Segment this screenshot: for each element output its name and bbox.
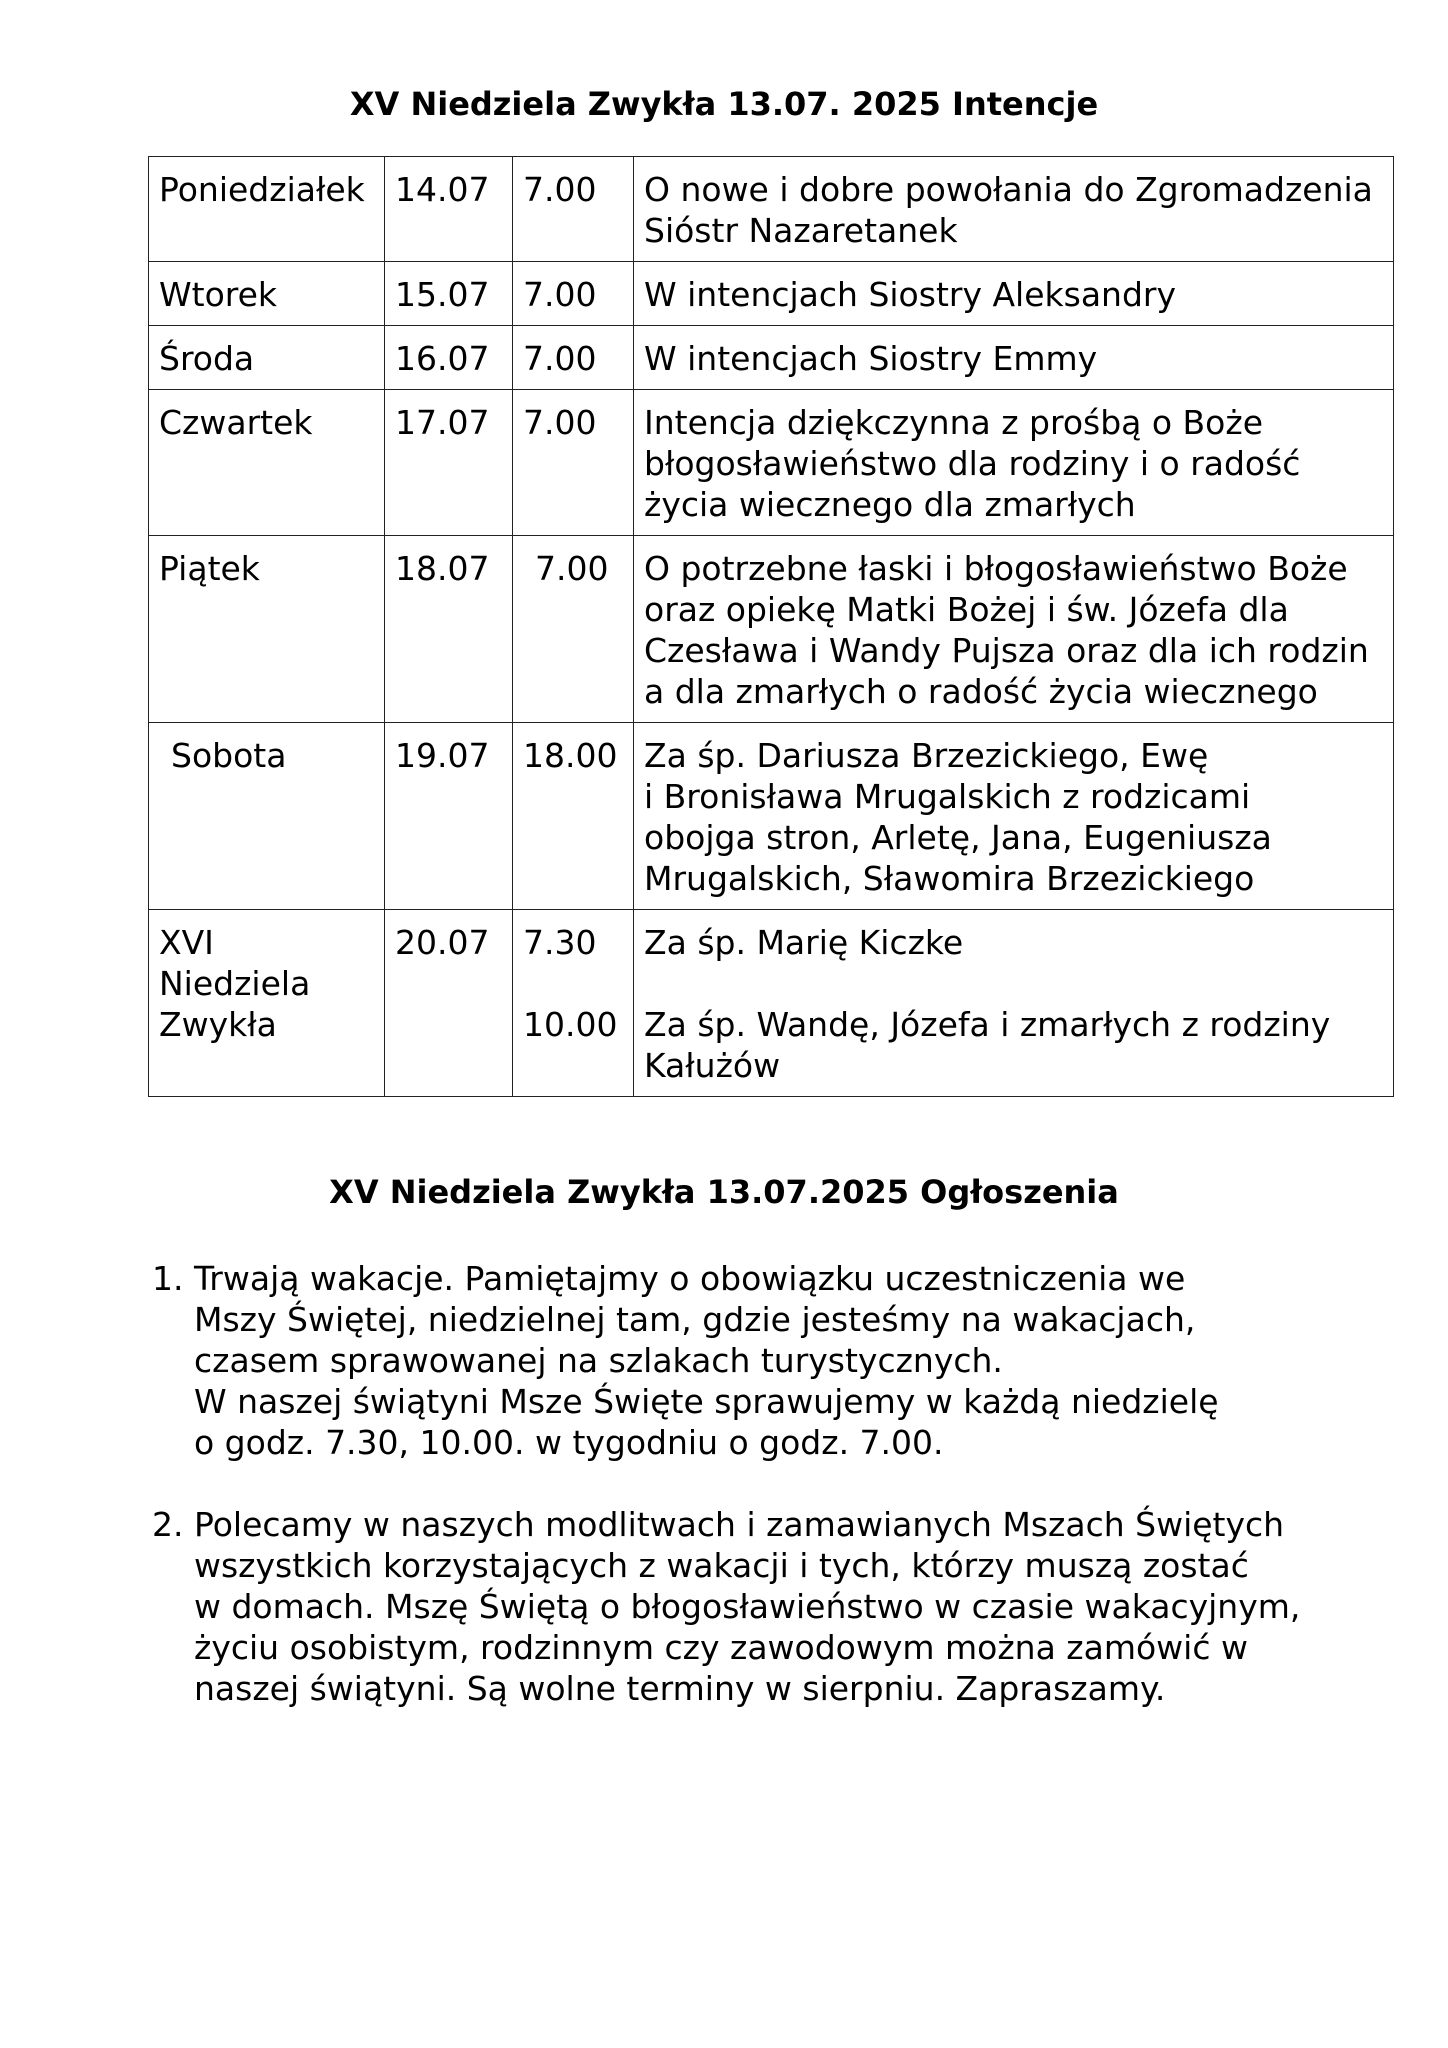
- table-row: [149, 723, 1394, 910]
- time-cell: [513, 536, 634, 723]
- intention-line: Mrugalskich, Sławomira Brzezickiego: [644, 859, 1255, 898]
- date-cell: 20.07: [385, 910, 513, 1097]
- intention-cell: [634, 262, 1394, 326]
- announcement-line: naszej świątyni. Są wolne terminy w sierpniu. Zapraszamy.: [194, 1669, 1166, 1708]
- announcement-line: wszystkich korzystających z wakacji i tych, którzy muszą zostać: [194, 1546, 1249, 1585]
- date-cell: 15.07: [385, 262, 513, 326]
- time-cell: 7.00: [513, 390, 634, 536]
- intention-line: życia wiecznego dla zmarłych: [644, 485, 1136, 524]
- announcement-line: o godz. 7.30, 10.00. w tygodniu o godz. 7.00.: [194, 1423, 944, 1462]
- time-text: 7.30: [523, 923, 597, 962]
- table-row: [149, 326, 1394, 390]
- intention-cell: [634, 157, 1394, 262]
- time-cell: 7.00: [513, 157, 634, 262]
- day-line: XVI: [159, 923, 214, 962]
- intention-line: O potrzebne łaski i błogosławieństwo Boże: [644, 549, 1348, 588]
- intention-line: Intencja dziękczynna z prośbą o Boże: [644, 403, 1263, 442]
- day-cell: Czwartek: [149, 390, 385, 536]
- announcement-line: Mszy Świętej, niedzielnej tam, gdzie jesteśmy na wakacjach,: [194, 1300, 1196, 1339]
- date-cell: 14.07: [385, 157, 513, 262]
- intention-line: Za śp. Marię Kiczke: [644, 923, 964, 962]
- day-cell: Wtorek: [149, 262, 385, 326]
- date-cell: 17.07: [385, 390, 513, 536]
- intention-line: Za śp. Dariusza Brzezickiego, Ewę: [644, 736, 1209, 775]
- date-cell: 19.07: [385, 723, 513, 910]
- intention-line: obojga stron, Arletę, Jana, Eugeniusza: [644, 818, 1272, 857]
- intention-line: W intencjach Siostry Emmy: [644, 339, 1098, 378]
- intention-cell: [634, 390, 1394, 536]
- table-row: [149, 910, 1394, 1097]
- time-cell: 7.00: [513, 262, 634, 326]
- intention-cell: [634, 326, 1394, 390]
- list-item: [194, 1504, 1394, 1709]
- announcement-line: czasem sprawowanej na szlakach turystycznych.: [194, 1341, 1003, 1380]
- table-row: [149, 536, 1394, 723]
- date-cell: 18.07: [385, 536, 513, 723]
- intention-line: błogosławieństwo dla rodziny i o radość: [644, 444, 1301, 483]
- time-text: 7.00: [535, 549, 609, 588]
- day-cell: [149, 910, 385, 1097]
- intention-line: Czesława i Wandy Pujsza oraz dla ich rodzin: [644, 631, 1369, 670]
- intention-line: W intencjach Siostry Aleksandry: [644, 275, 1176, 314]
- announcements-list: [148, 1258, 1394, 1750]
- day-cell: [149, 723, 385, 910]
- intention-line: i Bronisława Mrugalskich z rodzicami: [644, 777, 1251, 816]
- intention-cell: [634, 910, 1394, 1097]
- announcements-title: XV Niedziela Zwykła 13.07.2025 Ogłoszenia: [329, 1173, 1119, 1211]
- intention-line: Sióstr Nazaretanek: [644, 211, 958, 250]
- intention-cell: [634, 723, 1394, 910]
- table-row: [149, 262, 1394, 326]
- announcement-line: w domach. Mszę Świętą o błogosławieństwo w czasie wakacyjnym,: [194, 1587, 1301, 1626]
- intentions-title: XV Niedziela Zwykła 13.07. 2025 Intencje: [349, 85, 1099, 123]
- intention-line: Za śp. Wandę, Józefa i zmarłych z rodziny: [644, 1005, 1331, 1044]
- day-cell: Środa: [149, 326, 385, 390]
- time-cell: 7.00: [513, 326, 634, 390]
- table-row: [149, 157, 1394, 262]
- date-cell: 16.07: [385, 326, 513, 390]
- day-cell: Piątek: [149, 536, 385, 723]
- time-cell: [513, 910, 634, 1097]
- list-item: [194, 1258, 1394, 1463]
- announcement-line: życiu osobistym, rodzinnym czy zawodowym można zamówić w: [194, 1628, 1248, 1667]
- intention-line: a dla zmarłych o radość życia wiecznego: [644, 672, 1318, 711]
- intentions-table: [148, 156, 1394, 1097]
- day-cell: Poniedziałek: [149, 157, 385, 262]
- announcement-line: 2. Polecamy w naszych modlitwach i zamawianych Mszach Świętych: [194, 1505, 1285, 1544]
- day-line: Zwykła: [159, 1005, 277, 1044]
- announcement-line: W naszej świątyni Msze Święte sprawujemy w każdą niedzielę: [194, 1382, 1219, 1421]
- intention-line: O nowe i dobre powołania do Zgromadzenia: [644, 170, 1373, 209]
- announcement-line: 1. Trwają wakacje. Pamiętajmy o obowiązku uczestniczenia we: [194, 1259, 1186, 1298]
- intention-cell: [634, 536, 1394, 723]
- day-text: Sobota: [171, 736, 287, 775]
- intention-line: Kałużów: [644, 1046, 781, 1085]
- intention-line: oraz opiekę Matki Bożej i św. Józefa dla: [644, 590, 1289, 629]
- time-cell: 18.00: [513, 723, 634, 910]
- table-row: [149, 390, 1394, 536]
- time-text: 10.00: [523, 1005, 618, 1044]
- day-line: Niedziela: [159, 964, 311, 1003]
